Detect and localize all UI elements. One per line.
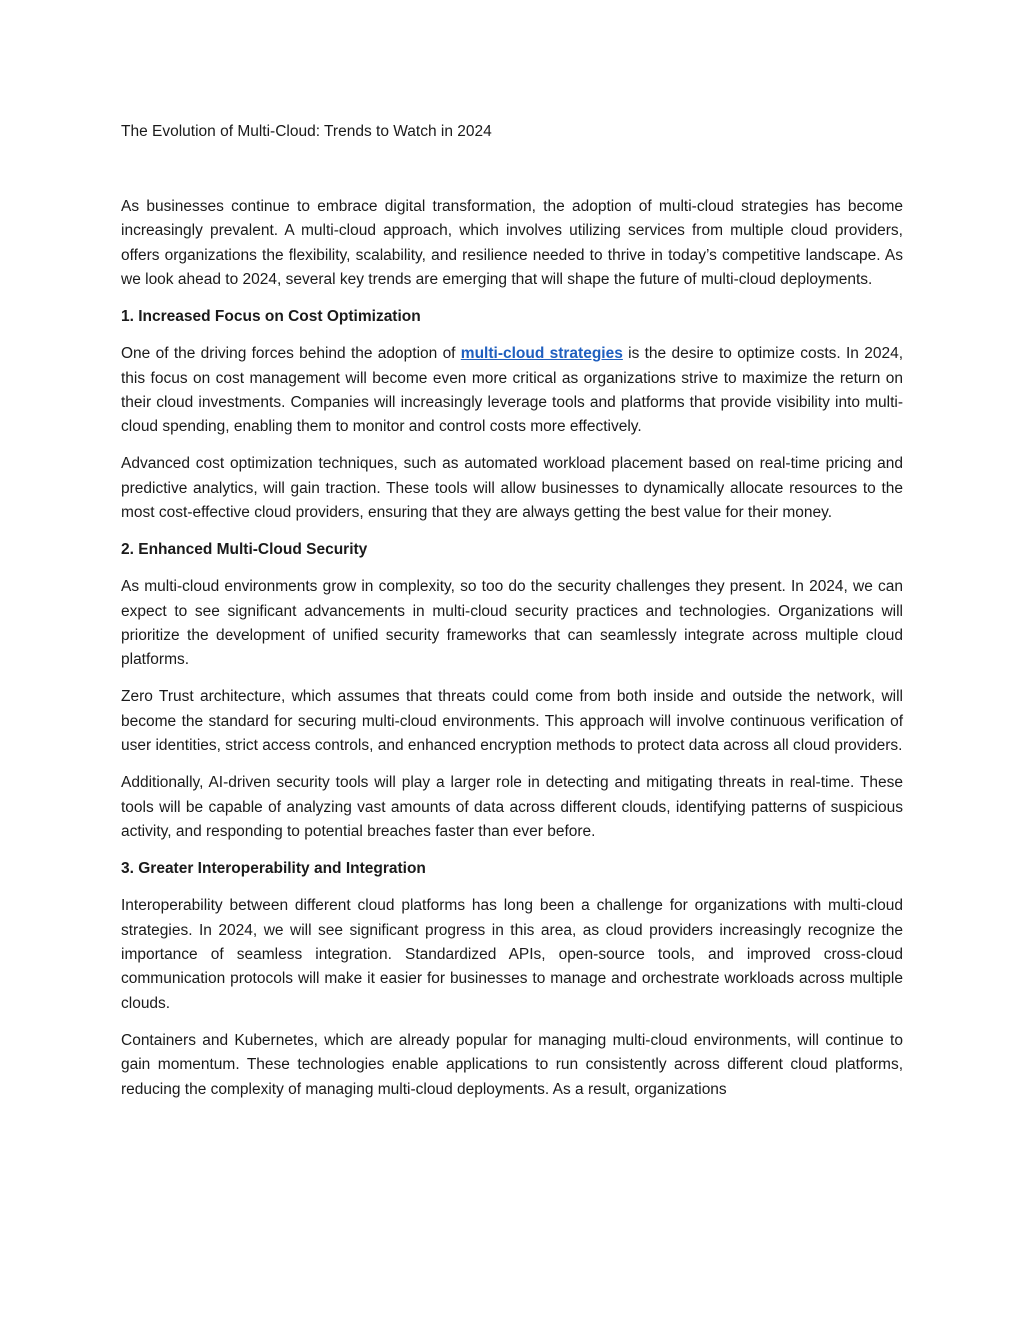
security-paragraph-3: Additionally, AI-driven security tools will play a larger role in detecting and mitigating threats in real-time. These tools will be capable of analyzing vast amounts of data across different clouds, identifying patterns of suspicious activity, and responding to potential breaches faster than ever before. — [121, 774, 903, 841]
security-paragraph-1: As multi-cloud environments grow in complexity, so too do the security challenges they present. In 2024, we can expect to see significant advancements in multi-cloud security practices and technologies. Organizations will prioritize the development of unified security frameworks that can seamlessly integrate across multiple cloud platforms. — [121, 578, 903, 669]
interoperability-paragraph-1: Interoperability between different cloud platforms has long been a challenge for organizations with multi-cloud strategies. In 2024, we will see significant progress in this area, as cloud providers increasingly recognize the importance of seamless integration. Standardized APIs, open-source tools, and improved cross-cloud communication protocols will make it easier for businesses to manage and orchestrate workloads across multiple clouds. — [121, 897, 903, 1012]
section-heading-security: 2. Enhanced Multi-Cloud Security — [121, 541, 368, 559]
paragraph-text: is the desire to optimize costs. In 2024, this focus on cost management will become even more critical as organizations strive to maximize the return on their cloud investments. Companies will increasingly leverage tools and platforms that provide visibility into multi-cloud spending, enabling them to monitor and control costs more effectively. — [121, 345, 904, 436]
paragraph-text: One of the driving forces behind the adoption of — [121, 345, 461, 363]
intro-paragraph: As businesses continue to embrace digital transformation, the adoption of multi-cloud strategies has become increasingly prevalent. A multi-cloud approach, which involves utilizing services from multiple cloud providers, offers organizations the flexibility, scalability, and resilience needed to thrive in today’s competitive landscape. As we look ahead to 2024, several key trends are emerging that will shape the future of multi-cloud deployments. — [121, 198, 903, 289]
interoperability-paragraph-2: Containers and Kubernetes, which are already popular for managing multi-cloud environments, will continue to gain momentum. These technologies enable applications to run consistently across different cloud platforms, reducing the complexity of managing multi-cloud deployments. As a result, organizations — [121, 1031, 903, 1098]
cost-optimization-paragraph-1 — [121, 342, 903, 440]
security-paragraph-2: Zero Trust architecture, which assumes that threats could come from both inside and outside the network, will become the standard for securing multi-cloud environments. This approach will involve continuous verification of user identities, strict access controls, and enhanced encryption methods to protect data across all cloud providers. — [121, 688, 903, 755]
cost-optimization-paragraph-2: Advanced cost optimization techniques, such as automated workload placement based on real-time pricing and predictive analytics, will gain traction. These tools will allow businesses to dynamically allocate resources to the most cost-effective cloud providers, ensuring that they are always getting the best value for their money. — [121, 455, 903, 522]
document-title: The Evolution of Multi-Cloud: Trends to Watch in 2024 — [121, 123, 492, 140]
section-heading-cost-optimization: 1. Increased Focus on Cost Optimization — [121, 308, 421, 326]
section-heading-interoperability: 3. Greater Interoperability and Integration — [121, 860, 426, 878]
multi-cloud-strategies-link[interactable]: multi-cloud strategies — [460, 345, 623, 363]
document-page — [121, 121, 903, 1115]
